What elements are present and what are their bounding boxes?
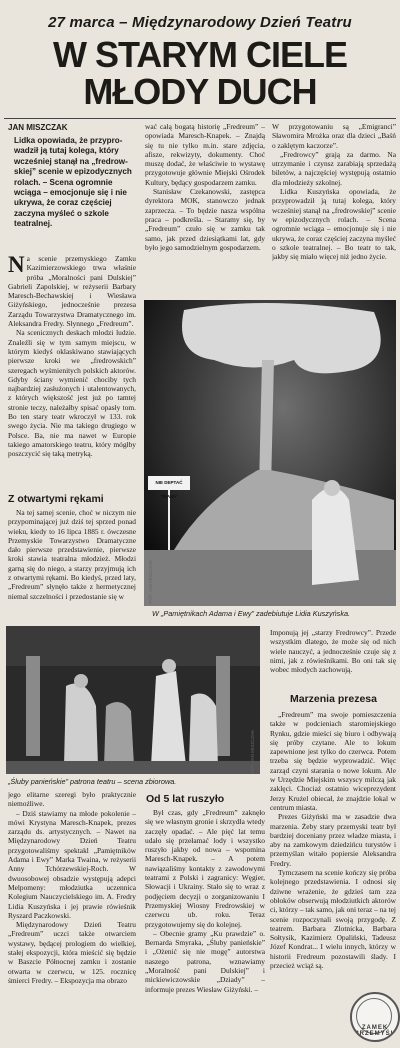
column-2-bottom [145, 808, 265, 1040]
stamp-text: ZAMEK PRZEMYŚL [354, 1025, 396, 1037]
paragraph: – Obecnie gramy „Ku prawdzie” o. Bernarda Smyraka, „Śluby panieńskie” i „Ożenić się nie mogę” autorstwa naszego patrona, wznawiamy „Moralność pani Dulskiej” i mickiewiczowskie „Dziady” – informuje prezes Wiesław Giżyński. – [145, 928, 265, 994]
paragraph-text: a scenie przemyskiego Zamku Kazimierzowskiego trwa właśnie próba „Moralności pani Dulskiej” Gabrieli Zapolskiej, w reżyserii Barbary Maresch-Bechawskiej i Wiesława Giżyńskiego, jednocześnie prezesa Zarządu Towarzystwa Dramatycznego im. Aleksandra Fredry. Słynnego „Fredreum”. [8, 254, 136, 329]
photo-sluby-panienskie [6, 626, 260, 774]
paragraph: Imponują jej „starzy Fredrowcy”. Przede wszystkim dlatego, że może się od nich wiele nauczyć, a jednocześnie czuje się z nimi, jak z rówieśnikami. Bo oni tak się wobec młodych zachowują. [270, 628, 396, 675]
paragraph: Na tej samej scenie, choć w niczym nie przypominającej już dziś tej sprzed ponad wieku, kiedy to 16 lipca 1885 r. ówczesne Przemyskie Towarzystwo Dramatyczne dało pierwsze przedstawienie, pierwsze kroki stawia teatralna młodzież. Młodzi garną się do niego, a starzy przyjmują ich z otwartymi rękami. Bo kiedyś, przed laty, „Fredreum” słynęło także z hermetycznej niemal szczelności i przedostanie się w [8, 508, 136, 601]
headline [0, 36, 400, 110]
sign-text: NIE DEPTAĆ TRAWY [155, 480, 183, 499]
archive-stamp [350, 992, 400, 1042]
stage-scene-illustration [144, 300, 396, 606]
paragraph: jego elitarne szeregi było praktycznie niemożliwe. [8, 790, 136, 809]
drop-cap: N [8, 254, 25, 277]
subheading: Od 5 lat ruszyło [146, 793, 225, 805]
photo-credit: FOT. JAN MISZCZAK [148, 560, 153, 604]
column-3 [272, 122, 396, 298]
paragraph: – Dziś stawiamy na młode pokolenie – mówi Krystyna Maresch-Knapek, prezes zarządu ds. artystycznych. – Nawet na Międzynarodowy Dzień Teatru przygotowaliśmy spektakl „Pamiętników Adama i Ewy” Marka Twaina, w reżyserii Anny Tchórzewskiej-Roch. W dwuosobowej obsadzie występują adepci Melpomeny: młodziutka uczennica Kolegium Nauczycielskiego im. A. Fredry Lidia Kuszyńska i jej prawie rówieśnik Ryszard Paczkowski. [8, 808, 136, 920]
paragraph: Na scenicznych deskach młodzi ludzie. Znaleźli się w tym samym miejscu, w którym kiedyś oklaskiwano stawiających pierwsze kroki we „fredrowskich” szeregach wyśmienitych polskich aktorów. Gdyby ściany wymienić chociby tych najbardziej zasłużonych i utalentowanych, z których większość jest już po tamtej stronie teczy, należałby spisać opasły tom. Bo ten stary teatr wkroczył w 133. rok swego życia. Nie ma takiego drugiego w Polsce. Ba, nie ma nawet w Europie takiego amatorskiego teatru, który mógłby poszczycić się taką metryką. [8, 328, 136, 459]
subheading: Marzenia prezesa [290, 693, 377, 705]
paragraph [8, 254, 136, 328]
photo-credit: FOT. JAN MISZCZAK [250, 730, 255, 774]
byline: JAN MISZCZAK [8, 123, 68, 132]
column-2 [145, 122, 265, 282]
paragraph: W przygotowaniu są „Emigranci” Sławomira Mrożka oraz dla dzieci „Baśń o zaklętym kaczorze”. [272, 122, 396, 150]
paragraph: Prezes Giżyński ma w zasadzie dwa marzenia. Żeby stary przemyski teatr był bardziej doceniany przez władze miasta, i aby na zamkowym dziedzińcu turystów i przemyślan witało popiersie Aleksandra Fredry. [270, 812, 396, 868]
headline-line-1: W STARYM CIELE [53, 34, 347, 75]
paragraph: wać całą bogatą historię „Fredreum” – opowiada Maresch-Knapek. – Znajdą się tu nie tylko m.in. stare zdjęcia, afisze, rekwizyty, dokumenty. Choć muszę dodać, że właściwie to wystawę przygotowuje głównie Miejski Ośrodek Kultury, będący gospodarzem zamku. [145, 122, 265, 187]
column-3-bottom [270, 710, 396, 1040]
ensemble-scene-illustration [6, 626, 260, 774]
paragraph: „Fredreum” ma swoje pomieszczenia także w podcieniach staromiejskiego Rynku, gdzie mieści się biuro i odbywają się próby czytane. Ale to lokum zapewnione jest tylko do czerwca. Potem trzeba się będzie wyprowadzić. Więc zarząd czyni starania o nowe lokum. Ale w Urzędzie Miejskim wszyscy milczą jak zaklęci. Chociaż ostatnio wiceprezydent Jerzy Krużel obiecał, że znajdzie lokal w centrum miasta. [270, 710, 396, 812]
paragraph: „Fredrowcy” grają za darmo. Na utrzymanie i czynsz zarabiają sprzedażą biletów, a najczęściej występują ostatnio dla młodzieży szkolnej. [272, 149, 396, 187]
photo-caption: W „Pamiętnikach Adama i Ewy” zadebiutuje Lidia Kuszyńska. [152, 609, 351, 618]
kicker: 27 marca – Międzynarodowy Dzień Teatru [48, 14, 352, 31]
paragraph: Tymczasem na scenie kończy się próba kolejnego przedstawienia. I odnosi się dziwne wrażenie, że gdzieś tam zza obłoków obserwują młodziutkich aktorów ci, którzy – tak samo, jak oni teraz – na tej scenie rozpoczynali swoją przygodę. Z teatrem. Barbara Zlotnicka, Barbara Sołtysik, Kazimierz Opaliński, Tadeusz Józef Kondrat... I wielu innych, którzy w historii Fredreum pozostawili ślady. I przecież wciąż są. [270, 868, 396, 971]
subheading: Z otwartymi rękami [8, 493, 104, 505]
header-rule [4, 118, 396, 119]
paragraph: Stanisław Czekanowski, zastępca dyrektora MOK, stanowczo jednak zaprzecza. – To będzie nasza wspólna praca – podkreśla. – Staramy się, by „Fredreum” czuło się w zamku tak samo, jak przed dziesiątkami lat, gdy było jego samodzielnym gospodarzem. [145, 187, 265, 252]
photo-adam-and-eve [144, 300, 396, 606]
paragraph: Był czas, gdy „Fredreum” zaknęło się we własnym gronie i skrzydła wtedy zaczęły opadać. – Ale pięć lat temu udało się przełamać lody i wszystko ruszyło jakby od nowa – wspomina Maresch-Knapek. – A potem nawiązaliśmy kontakty z zawodowymi teatrami z Polski i zagranicy: Węgier, Słowacji i Ukrainy. Stało się to wraz z podjęciem decyzji o zorganizowaniu I Przemyskiej Wiosny Fredrowskiej w czerwcu ub. roku. Teraz przygotowujemy się do kolejnej. [145, 808, 265, 929]
column-1 [8, 254, 136, 494]
lead-paragraph: Lidka opowiada, że przyprowadził ją tutaj kolega, który wcześniej stanął na „fredrowskiej” scenie w epizodycznych rolach. – Scena ogromnie wciąga – emocjonuje się i nie ukrywa, że coraz częściej zaczyna myśleć o szkole teatralnej. [14, 136, 132, 229]
column-1-continued [8, 508, 136, 620]
column-3-continued [270, 628, 396, 692]
column-1-bottom [8, 790, 136, 1040]
photo-caption: „Śluby panieńskie” patrona teatru – scena zbiorowa. [8, 777, 177, 786]
paragraph: Międzynarodowy Dzień Teatru „Fredreum” uczci także otwarciem wystawy, będącej prologiem do wielkiej, stałej ekspozycji, która mieścić się będzie w Baszcie Północnej zamku i zostanie otwarta w czerwcu, w 125. rocznicę śmierci Fredry. – Ekspozycja ma obrazo [8, 920, 136, 985]
paragraph: Lidka Kuszyńska opowiada, że przyprowadził ją tutaj kolega, który wcześniej stanął na „fredrowskiej” scenie w epizodycznych rolach. – Scena ogromnie wciąga – emocjonuje się i nie ukrywa, że coraz częściej zaczyna myśleć o szkole teatralnej. – Bo teatr to tak, jakby się miało więcej niż jedno życie. [272, 187, 396, 262]
headline-line-2: MŁODY DUCH [83, 71, 317, 112]
